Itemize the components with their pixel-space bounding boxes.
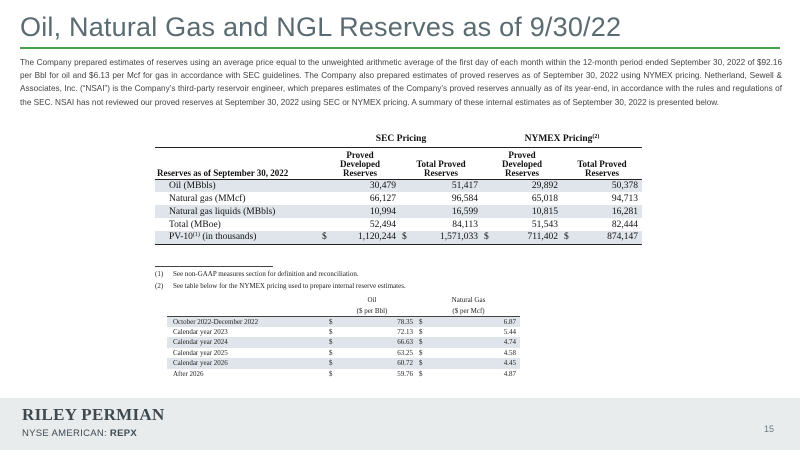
- nymex-pricing-table: [167, 295, 520, 379]
- intro-paragraph: The Company prepared estimates of reserves using an average price equal to the unweighted arithmetic average of the first day of each month within the 12-month period ended September 30, 2022 of $92.16 per Bbl for oil and $6.13 per Mcf for gas in accordance with SEC guidelines. The Company also prepared estimates of proved reserves as of September 30, 2022 using NYMEX pricing. Netherland, Sewell & Associates, Inc. (“NSAI”) is the Company’s third-party reservoir engineer, which prepares estimates of the Company’s proved reserves annually as of its year-end, in accordance with the rules and regulations of the SEC. NSAI has not reviewed our proved reserves at September 30, 2022 using SEC or NYMEX pricing. A summary of these internal estimates as of September 30, 2022 is presented below.: [20, 58, 782, 107]
- page-title: Oil, Natural Gas and NGL Reserves as of 9/30/22: [20, 12, 622, 42]
- table-row: Natural gas (MMcf) 66,127 96,584 65,018 94,713: [169, 193, 638, 204]
- gas-unit-header: ($ per Mcf): [417, 306, 520, 317]
- title-divider: [20, 47, 780, 49]
- oil-col-header: Oil: [367, 296, 377, 305]
- page-number: 15: [764, 424, 775, 434]
- col-header-nymex-pd: Proved Developed Reserves: [482, 147, 562, 179]
- footnote-2: (2) See table below for the NYMEX pricing used to prepare internal reserve estimates.: [155, 282, 406, 290]
- company-logo: RILEY PERMIAN: [22, 405, 165, 424]
- nymex-pricing-header: NYMEX Pricing$^{(2)}$: [482, 134, 642, 147]
- table-row: Natural gas liquids (MBbls) 10,994 16,599 10,815 16,281: [155, 205, 642, 218]
- sec-pricing-header: SEC Pricing: [320, 134, 482, 147]
- oil-unit-header: ($ per Bbl): [327, 306, 417, 317]
- pv10-row: PV-10$^{(1)}$ (in thousands) $ 1,120,244 $ 1,571,033 $ 711,402 $ 874,147: [155, 231, 642, 244]
- table-row: Calendar year 2026 $ 60.72 $ 4.45: [167, 358, 520, 369]
- gas-col-header: Natural Gas: [451, 296, 486, 305]
- table-row: After 2026 $ 59.76 $ 4.87: [173, 369, 516, 378]
- table-row: Calendar year 2024 $ 66.63 $ 4.74: [167, 337, 520, 348]
- table-row: Calendar year 2023 $ 72.13 $ 5.44: [173, 327, 516, 336]
- reserves-table: [155, 134, 642, 245]
- table-row: Oil (MBbls) 30,479 51,417 29,892 50,378: [155, 179, 642, 192]
- table-row: Total (MBoe) 52,494 84,113 51,543 82,444: [169, 219, 638, 230]
- table-row: October 2022-December 2022 $ 78.35 $ 6.87: [167, 316, 520, 327]
- col-header-sec-total: Total Proved Reserves: [400, 147, 482, 179]
- footnote-divider: [155, 266, 273, 267]
- col-header-sec-pd: Proved Developed Reserves: [320, 147, 400, 179]
- exchange-ticker: NYSE AMERICAN: REPX: [22, 428, 137, 439]
- table-row: Calendar year 2025 $ 63.25 $ 4.58: [173, 348, 516, 357]
- col-header-nymex-total: Total Proved Reserves: [562, 147, 642, 179]
- row-header: Reserves as of September 30, 2022: [155, 147, 320, 179]
- footnote-1: (1) See non-GAAP measures section for definition and reconciliation.: [155, 270, 359, 278]
